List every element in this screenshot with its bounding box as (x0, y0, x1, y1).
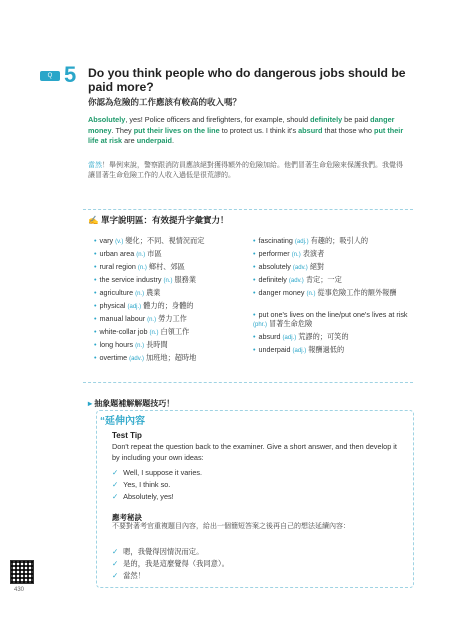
vocab-meaning: 冒著生命危險 (269, 319, 313, 328)
vocab-highlight: underpaid (136, 136, 172, 146)
vocab-column-right (253, 236, 411, 358)
vocab-word: fascinating (258, 236, 293, 245)
vocab-pos: (adj.) (282, 335, 297, 341)
vocab-title (88, 214, 228, 226)
check-icon: ✓ (112, 547, 119, 556)
arrow-icon: ▸ (88, 399, 93, 408)
examples-heading (88, 398, 174, 409)
vocab-highlight: put their lives on the line (133, 125, 220, 135)
check-text: 嗯，我覺得因情況而定。 (123, 547, 204, 556)
bullet-icon: • (253, 310, 256, 319)
check-item (112, 492, 392, 501)
vocab-meaning: 從事危險工作的額外報酬 (317, 288, 397, 297)
vocab-pos: (n.) (135, 343, 145, 349)
vocab-meaning: 絕對 (309, 262, 325, 271)
vocab-pos: (adv.) (288, 278, 304, 284)
vocab-pos: (n.) (147, 317, 157, 323)
answer-text: , yes! Police officers and firefighters, for example, should (125, 115, 311, 124)
vocab-item (253, 310, 411, 332)
bullet-icon: • (94, 275, 97, 284)
vocab-item (94, 249, 252, 262)
vocab-item (253, 345, 411, 358)
vocab-word: overtime (99, 353, 128, 362)
vocab-word: white-collar job (99, 327, 148, 336)
check-text: 是的，我是這麼覺得（我同意）。 (123, 559, 229, 568)
vocab-meaning: 白領工作 (160, 327, 190, 336)
vocab-item (94, 301, 252, 314)
sample-tag: “延伸內容 (100, 416, 145, 427)
vocab-word: put one's lives on the line/put one's lives at risk (258, 310, 408, 319)
vocab-highlight: put their life at risk (88, 125, 404, 146)
vocab-word: absolutely (258, 262, 291, 271)
vocab-highlight: absurd (298, 125, 323, 135)
vocab-item (94, 275, 252, 288)
answer-text: to protect us. I think it's (219, 125, 299, 135)
vocab-word: the service industry (99, 275, 162, 284)
bullet-icon: • (94, 340, 97, 349)
question-text: Do you think people who do dangerous jobs should be paid more? (88, 66, 406, 94)
bullet-icon: • (253, 332, 256, 341)
bullet-icon: • (94, 314, 97, 323)
check-item (112, 559, 392, 569)
vocab-pos: (n.) (149, 330, 159, 336)
translation-mark: 當然 (88, 162, 102, 169)
vocab-meaning: 加班地；超時地 (146, 353, 197, 362)
vocab-pos: (adv.) (129, 356, 144, 362)
vocab-item (94, 327, 252, 340)
pencil-icon: ✍ (88, 215, 99, 225)
vocab-highlight: danger money (88, 115, 395, 135)
ref-title: 應考秘訣 (112, 513, 142, 522)
vocab-word: absurd (258, 332, 281, 341)
answer-text: . (171, 136, 174, 146)
vocab-meaning: 表演者 (302, 249, 325, 258)
vocab-meaning: 荒謬的；可笑的 (298, 332, 349, 341)
vocab-title-text: 單字說明區：有效提升字彙實力！ (100, 215, 229, 225)
vocab-pos: (adv.) (292, 265, 308, 271)
bullet-icon: • (94, 327, 97, 336)
vocab-word: agriculture (99, 288, 134, 297)
vocab-item (253, 262, 411, 275)
vocab-item (253, 275, 411, 288)
vocab-highlight: Absolutely (88, 115, 126, 124)
answer-paragraph (88, 115, 408, 147)
check-text: Yes, I think so. (123, 480, 171, 489)
vocab-pos: (v.) (115, 239, 124, 245)
vocab-meaning: 報酬過低的 (308, 345, 345, 354)
vocab-meaning: 鄉村、郊區 (148, 262, 185, 271)
check-item (112, 480, 392, 489)
answer-text: . They (111, 125, 134, 135)
bullet-icon: • (94, 301, 97, 310)
vocab-meaning: 農業 (146, 288, 161, 297)
vocab-item (253, 332, 411, 345)
check-text: 當然！ (123, 571, 146, 580)
vocab-meaning: 長時間 (146, 340, 168, 349)
check-item (112, 547, 392, 557)
vocab-meaning: 變化；不同、視情況而定 (125, 236, 205, 245)
vocab-item (94, 262, 252, 275)
vocab-item (94, 314, 252, 327)
vocab-word: definitely (258, 275, 287, 284)
vocab-word: rural region (99, 262, 136, 271)
vocab-pos: (n.) (291, 252, 301, 258)
bullet-icon: • (94, 249, 97, 258)
vocab-word: physical (99, 301, 126, 310)
bullet-icon: • (94, 288, 97, 297)
vocab-word: urban area (99, 249, 135, 258)
vocab-pos: (adj.) (127, 304, 142, 310)
bullet-icon: • (253, 236, 256, 245)
bullet-icon: • (253, 345, 256, 354)
vocab-pos: (n.) (163, 278, 173, 284)
vocab-meaning: 市區 (147, 249, 162, 258)
examples-heading-text: 抽象題補解解題技巧！ (94, 399, 175, 408)
vocab-highlight: definitely (310, 115, 343, 124)
vocab-item (253, 249, 411, 262)
page-number: 430 (14, 587, 25, 593)
check-icon: ✓ (112, 559, 119, 568)
vocab-item (94, 353, 252, 366)
check-icon: ✓ (112, 492, 119, 501)
vocab-item (253, 236, 411, 249)
check-text: Well, I suppose it varies. (123, 468, 203, 477)
bullet-icon: • (94, 262, 97, 271)
check-text: Absolutely, yes! (123, 492, 174, 501)
vocab-word: vary (99, 236, 114, 245)
vocab-pos: (adj.) (294, 239, 309, 245)
vocab-pos: (n.) (136, 252, 146, 258)
tip-title: Test Tip (112, 431, 142, 440)
vocab-item (253, 288, 411, 310)
vocab-word: underpaid (258, 345, 291, 354)
vocab-item (94, 236, 252, 249)
bullet-icon: • (253, 288, 256, 297)
vocab-meaning: 體力的；身體的 (143, 301, 194, 310)
vocab-word: long hours (99, 340, 134, 349)
answer-text: that those who (322, 125, 374, 135)
answer-text: are (122, 136, 137, 146)
tip-body: Don't repeat the question back to the examiner. Give a short answer, and then develop it by including your own ideas: (112, 442, 397, 462)
check-item (112, 571, 392, 581)
vocab-pos: (n.) (137, 265, 147, 271)
answer-translation (88, 161, 408, 181)
vocab-column-left (94, 236, 252, 366)
vocab-word: danger money (258, 288, 305, 297)
vocab-pos: (adj.) (292, 348, 307, 354)
qr-code-icon (10, 560, 34, 584)
check-icon: ✓ (112, 480, 119, 489)
vocab-meaning: 肯定；一定 (305, 275, 342, 284)
vocab-item (94, 340, 252, 353)
bullet-icon: • (253, 249, 256, 258)
bullet-icon: • (253, 262, 256, 271)
vocab-word: performer (258, 249, 290, 258)
answer-text: be paid (342, 115, 371, 124)
ref-body: 不要對著考官重複題目內容，給出一個簡短答案之後再自己的想法延續內容： (112, 523, 350, 530)
translation-text: ！舉例來說，警察跟消防員應該絕對獲得額外的危險加給。他們冒著生命危險來保護我們。我覺得讓冒著生命危險工作的人收入過低是很荒謬的。 (88, 162, 403, 179)
vocab-meaning: 有趣的；吸引人的 (310, 236, 369, 245)
check-icon: ✓ (112, 468, 119, 477)
vocab-item (94, 288, 252, 301)
vocab-pos: (phr.) (253, 322, 268, 328)
vocab-pos: (n.) (306, 291, 316, 297)
vocab-meaning: 服務業 (174, 275, 197, 284)
vocab-pos: (n.) (135, 291, 145, 297)
bullet-icon: • (94, 353, 97, 362)
question-translation: 你認為危險的工作應該有較高的收入嗎？ (88, 97, 242, 107)
question-number: 5 (64, 62, 77, 87)
question-tag: Q (40, 71, 60, 81)
check-item (112, 468, 392, 477)
vocab-word: manual labour (99, 314, 146, 323)
check-icon: ✓ (112, 571, 119, 580)
bullet-icon: • (253, 275, 256, 284)
vocab-meaning: 勞力工作 (158, 314, 187, 323)
bullet-icon: • (94, 236, 97, 245)
